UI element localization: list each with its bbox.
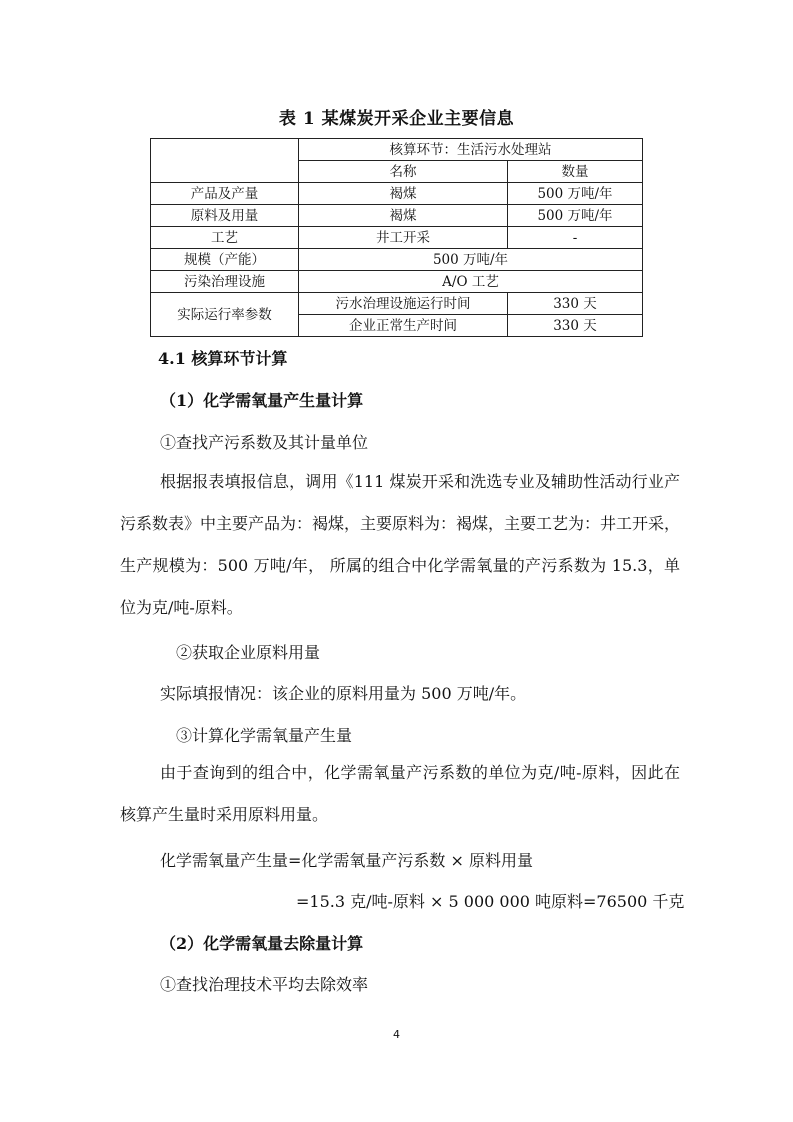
- row-label: 原料及用量: [151, 205, 299, 227]
- step-find-removal-efficiency: ①查找治理技术平均去除效率: [160, 975, 369, 994]
- subsection-title-cod-removal: （2）化学需氧量去除量计算: [160, 934, 364, 953]
- step-find-coefficient: ①查找产污系数及其计量单位: [160, 433, 369, 452]
- row-name: 褐煤: [299, 183, 508, 205]
- table-row: [151, 271, 643, 293]
- row-quantity: -: [508, 227, 643, 249]
- table-row: [151, 227, 643, 249]
- row-label: 产品及产量: [151, 183, 299, 205]
- page-number: 4: [393, 1028, 400, 1041]
- row-label: 污染治理设施: [151, 271, 299, 293]
- row-name: 企业正常生产时间: [299, 315, 508, 337]
- column-header-name: 名称: [299, 161, 508, 183]
- formula-result: =15.3 克/吨-原料 × 5 000 000 吨原料=76500 千克: [296, 892, 685, 911]
- step-calc-cod: ③计算化学需氧量产生量: [176, 726, 353, 745]
- row-quantity: 330 天: [508, 293, 643, 315]
- enterprise-info-table: [150, 138, 643, 337]
- row-quantity: 500 万吨/年: [508, 183, 643, 205]
- row-label: 工艺: [151, 227, 299, 249]
- table-header-span: 核算环节：生活污水处理站: [299, 139, 643, 161]
- table-caption: 表 1 某煤炭开采企业主要信息: [278, 109, 515, 129]
- table-row: [151, 249, 643, 271]
- paragraph-raw-material-usage: 实际填报情况：该企业的原料用量为 500 万吨/年。: [160, 684, 527, 703]
- paragraph-report-info: 根据报表填报信息，调用《111 煤炭开采和洗选专业及辅助性活动行业产污系数表》中主要产品为：褐煤，主要原料为：褐煤，主要工艺为：井工开采，生产规模为：500 万吨/年， 所属的组合中化学需氧量的产污系数为 15.3，单位为克/吨-原料。: [120, 472, 681, 617]
- row-name: 污水治理设施运行时间: [299, 293, 508, 315]
- row-name: 褐煤: [299, 205, 508, 227]
- table-row: [151, 293, 643, 315]
- section-title: 4.1 核算环节计算: [158, 349, 288, 368]
- row-name: 井工开采: [299, 227, 508, 249]
- column-header-quantity: 数量: [508, 161, 643, 183]
- formula-definition: 化学需氧量产生量=化学需氧量产污系数 × 原料用量: [160, 851, 533, 870]
- table-row: [151, 139, 643, 161]
- row-label: 规模（产能）: [151, 249, 299, 271]
- facility-value: A/O 工艺: [299, 271, 643, 293]
- paragraph-unit-explanation: 由于查询到的组合中，化学需氧量产污系数的单位为克/吨-原料，因此在核算产生量时采用原料用量。: [120, 763, 680, 824]
- step-get-raw-material: ②获取企业原料用量: [176, 643, 321, 662]
- row-quantity: 500 万吨/年: [508, 205, 643, 227]
- table-cell: [151, 139, 299, 183]
- table-row: [151, 205, 643, 227]
- scale-value: 500 万吨/年: [299, 249, 643, 271]
- table-row: [151, 183, 643, 205]
- subsection-title-cod-generation: （1）化学需氧量产生量计算: [160, 391, 364, 410]
- row-label: 实际运行率参数: [151, 293, 299, 337]
- row-quantity: 330 天: [508, 315, 643, 337]
